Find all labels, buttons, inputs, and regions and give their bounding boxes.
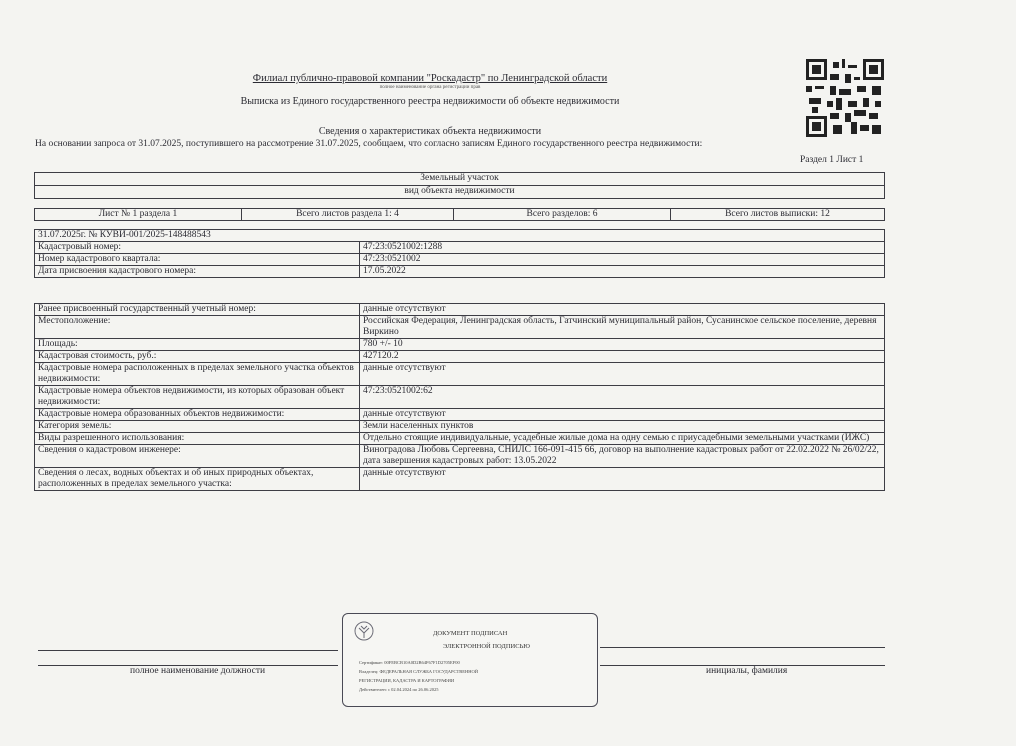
table-row (35, 266, 885, 278)
row-value: Виноградова Любовь Сергеевна, СНИЛС 166-091-415 66, договор на выполнение кадастровых работ от 22.02.2022 № 26/02/22, дата завершения кадастровых работ: 13.05.2022 (360, 445, 885, 468)
table-row (35, 386, 885, 409)
qr-code-icon (806, 58, 884, 138)
table-row (35, 433, 885, 445)
eagle-emblem-icon (353, 620, 375, 642)
stamp-cert: Сертификат: 00FEBCB10A0D2B64F67F1D2705EF00 (359, 660, 460, 665)
position-label: полное наименование должности (130, 666, 266, 676)
row-label: Ранее присвоенный государственный учетный номер: (35, 304, 360, 316)
e-signature-stamp (342, 613, 598, 707)
row-value: Российская Федерация, Ленинградская область, Гатчинский муниципальный район, Сусанинское сельское поселение, деревня Виркино (360, 316, 885, 339)
total-sections: Всего разделов: 6 (454, 209, 671, 221)
row-label: Номер кадастрового квартала: (35, 254, 360, 266)
row-value: 47:23:0521002:1288 (360, 242, 885, 254)
section-label: Раздел 1 Лист 1 (800, 155, 864, 165)
branch-note: полное наименование органа регистрации прав (379, 85, 481, 90)
table-row (35, 445, 885, 468)
object-type-label: вид объекта недвижимости (35, 186, 885, 199)
total-sheets: Всего листов выписки: 12 (671, 209, 885, 221)
table-row (35, 242, 885, 254)
row-label: Категория земель: (35, 421, 360, 433)
row-label: Кадастровые номера расположенных в пределах земельного участка объектов недвижимости: (35, 363, 360, 386)
request-basis: На основании запроса от 31.07.2025, поступившего на рассмотрение 31.07.2025, сообщаем, что согласно записям Единого государственного реестра недвижимости: (35, 139, 703, 149)
object-type: Земельный участок (35, 173, 885, 186)
table-row (35, 339, 885, 351)
row-label: Площадь: (35, 339, 360, 351)
row-value: данные отсутствуют (360, 363, 885, 386)
record-table (34, 229, 885, 278)
details-table (34, 303, 885, 491)
row-label: Дата присвоения кадастрового номера: (35, 266, 360, 278)
row-value: данные отсутствуют (360, 304, 885, 316)
name-label: инициалы, фамилия (706, 666, 788, 676)
row-label: Сведения о лесах, водных объектах и об иных природных объектах, расположенных в пределах земельного участка: (35, 468, 360, 491)
table-row (35, 351, 885, 363)
row-label: Кадастровые номера образованных объектов недвижимости: (35, 409, 360, 421)
object-type-table (34, 172, 885, 199)
row-value: Земли населенных пунктов (360, 421, 885, 433)
row-label: Кадастровая стоимость, руб.: (35, 351, 360, 363)
row-value: 427120.2 (360, 351, 885, 363)
stamp-line-1: ДОКУМЕНТ ПОДПИСАН (433, 630, 508, 637)
row-value: 17.05.2022 (360, 266, 885, 278)
branch-name: Филиал публично-правовой компании "Роскадастр" по Ленинградской области (252, 73, 608, 84)
sheet-number: Лист № 1 раздела 1 (35, 209, 242, 221)
record-number: 31.07.2025г. № КУВИ-001/2025-148488543 (35, 230, 885, 242)
row-label: Виды разрешенного использования: (35, 433, 360, 445)
name-line (600, 647, 885, 648)
row-label: Местоположение: (35, 316, 360, 339)
document-subtitle: Сведения о характеристиках объекта недвижимости (318, 126, 542, 137)
row-value: Отдельно стоящие индивидуальные, усадебные жилые дома на одну семью с приусадебными земельными участками (ИЖС) (360, 433, 885, 445)
sheet-info-table (34, 208, 885, 221)
stamp-line-2: ЭЛЕКТРОННОЙ ПОДПИСЬЮ (443, 643, 530, 650)
table-row (35, 421, 885, 433)
table-row (35, 409, 885, 421)
stamp-valid: Действителен: с 02.04.2024 по 26.06.2025 (359, 687, 439, 692)
stamp-owner: Владелец: ФЕДЕРАЛЬНАЯ СЛУЖБА ГОСУДАРСТВЕННОЙ (359, 669, 479, 674)
table-row (35, 468, 885, 491)
table-row (35, 304, 885, 316)
document-title: Выписка из Единого государственного реестра недвижимости об объекте недвижимости (240, 96, 620, 107)
position-line (38, 650, 338, 651)
row-value: данные отсутствуют (360, 409, 885, 421)
table-row (35, 254, 885, 266)
row-label: Кадастровые номера объектов недвижимости, из которых образован объект недвижимости: (35, 386, 360, 409)
row-value: 780 +/- 10 (360, 339, 885, 351)
row-value: 47:23:0521002:62 (360, 386, 885, 409)
stamp-owner-2: РЕГИСТРАЦИИ, КАДАСТРА И КАРТОГРАФИИ (359, 678, 455, 683)
table-row (35, 363, 885, 386)
row-value: данные отсутствуют (360, 468, 885, 491)
table-row (35, 316, 885, 339)
total-sheets-section: Всего листов раздела 1: 4 (242, 209, 454, 221)
row-label: Сведения о кадастровом инженере: (35, 445, 360, 468)
row-label: Кадастровый номер: (35, 242, 360, 254)
row-value: 47:23:0521002 (360, 254, 885, 266)
